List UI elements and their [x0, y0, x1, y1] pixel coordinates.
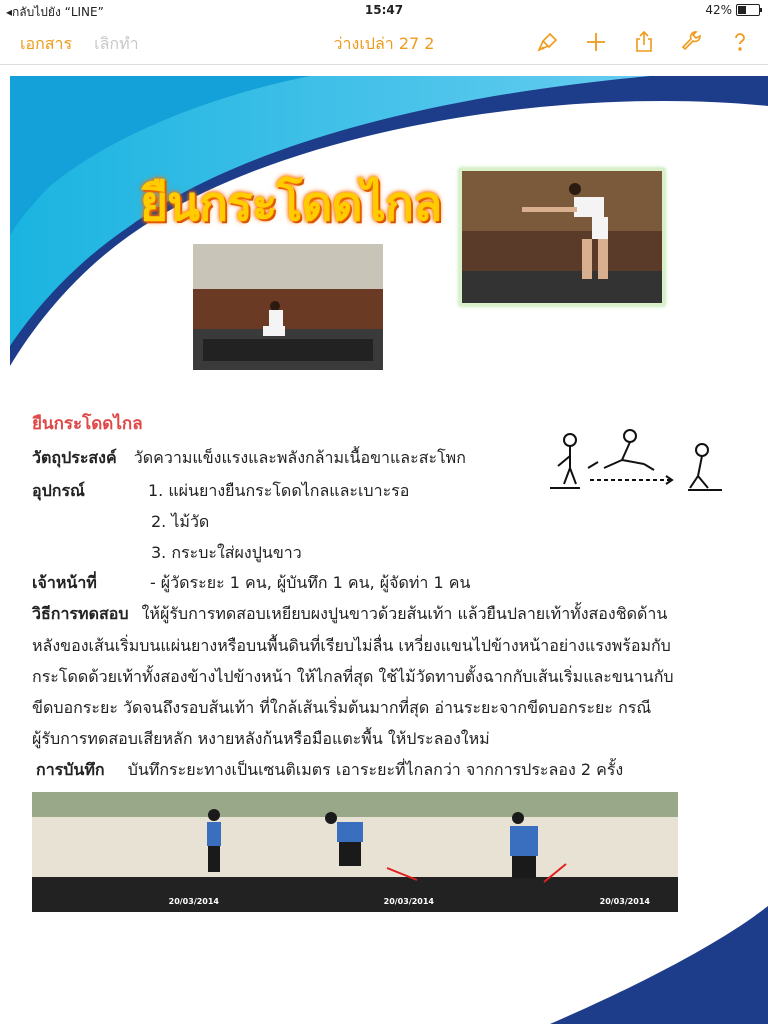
battery-icon	[736, 4, 760, 16]
method-label: วิธีการทดสอบ	[32, 604, 129, 623]
method-text: ขีดบอกระยะ วัดจนถึงรอบส้นเท้า ที่ใกล้เส้นเริ่มต้นมากที่สุด อ่านระยะจากขีดบอกระยะ กรณี	[32, 698, 652, 717]
jump-diagram-illustration	[538, 428, 728, 518]
battery-indicator	[705, 3, 760, 17]
wrench-icon[interactable]	[678, 28, 706, 56]
record-label: การบันทึก	[36, 760, 105, 779]
photo-crouch-start	[193, 244, 383, 370]
equipment-item: 2. ไม้วัด	[151, 512, 210, 531]
section-title: ยืนกระโดดไกล	[32, 414, 143, 434]
battery-percent: 42%	[705, 3, 732, 17]
bottom-photo-strip	[32, 792, 678, 912]
photo-date: 20/03/2014	[168, 897, 219, 906]
record-text: บันทึกระยะทางเป็นเซนติเมตร เอาระยะที่ไกลกว่า จากการประลอง 2 ครั้ง	[127, 760, 624, 779]
purpose-text: วัดความแข็งแรงและพลังกล้ามเนื้อขาและสะโพก	[133, 448, 466, 467]
help-icon[interactable]	[726, 28, 754, 56]
staff-label: เจ้าหน้าที่	[32, 573, 97, 592]
document-title[interactable]: ว่างเปล่า 27 2	[333, 34, 435, 53]
record-line	[36, 754, 623, 785]
page-title: ยืนกระโดดไกล	[140, 176, 442, 232]
staff-line	[32, 567, 470, 598]
method-text: ให้ผู้รับการทดสอบเหยียบผงปูนขาวด้วยส้นเท้า แล้วยืนปลายเท้าทั้งสองชิดด้าน	[141, 604, 668, 623]
equipment-item: 3. กระบะใส่ผงปูนขาว	[151, 543, 302, 562]
brush-icon[interactable]	[534, 28, 562, 56]
photo-step-1	[32, 792, 247, 912]
share-icon[interactable]	[630, 28, 658, 56]
photo-date: 20/03/2014	[599, 897, 650, 906]
staff-text: - ผู้วัดระยะ 1 คน, ผู้บันทึก 1 คน, ผู้จัดท่า 1 คน	[149, 573, 471, 592]
clock: 15:47	[364, 3, 404, 17]
method-text: กระโดดด้วยเท้าทั้งสองข้างไปข้างหน้า ให้ไกลที่สุด ใช้ไม้วัดทาบตั้งฉากกับเส้นเริ่มและขนานกับ	[32, 667, 674, 686]
method-text: หลังของเส้นเริ่มบนแผ่นยางหรือบนพื้นดินที่เรียบไม่ลื่น เหวี่ยงแขนไปข้างหน้าอย่างแรงพร้อมกับ	[32, 636, 671, 655]
status-bar	[0, 0, 768, 20]
undo-button[interactable]: เลิกทำ	[94, 34, 139, 53]
purpose-label: วัตถุประสงค์	[32, 448, 117, 467]
method-line	[32, 598, 667, 629]
equipment-label: อุปกรณ์	[32, 481, 85, 500]
back-to-line-link[interactable]: ◂กลับไปยัง “LINE”	[6, 5, 104, 19]
documents-button[interactable]: เอกสาร	[20, 34, 73, 53]
photo-step-2	[247, 792, 462, 912]
plus-icon[interactable]	[582, 28, 610, 56]
method-text: ผู้รับการทดสอบเสียหลัก หงายหลังก้นหรือมือแตะพื้น ให้ประลองใหม่	[32, 729, 490, 748]
document-page[interactable]	[10, 76, 768, 1024]
app-toolbar	[0, 20, 768, 65]
photo-jump-action	[459, 168, 665, 306]
photo-date: 20/03/2014	[383, 897, 434, 906]
equipment-item: 1. แผ่นยางยืนกระโดดไกลและเบาะรอ	[148, 481, 410, 500]
photo-step-3	[462, 792, 678, 912]
purpose-line	[32, 442, 466, 473]
